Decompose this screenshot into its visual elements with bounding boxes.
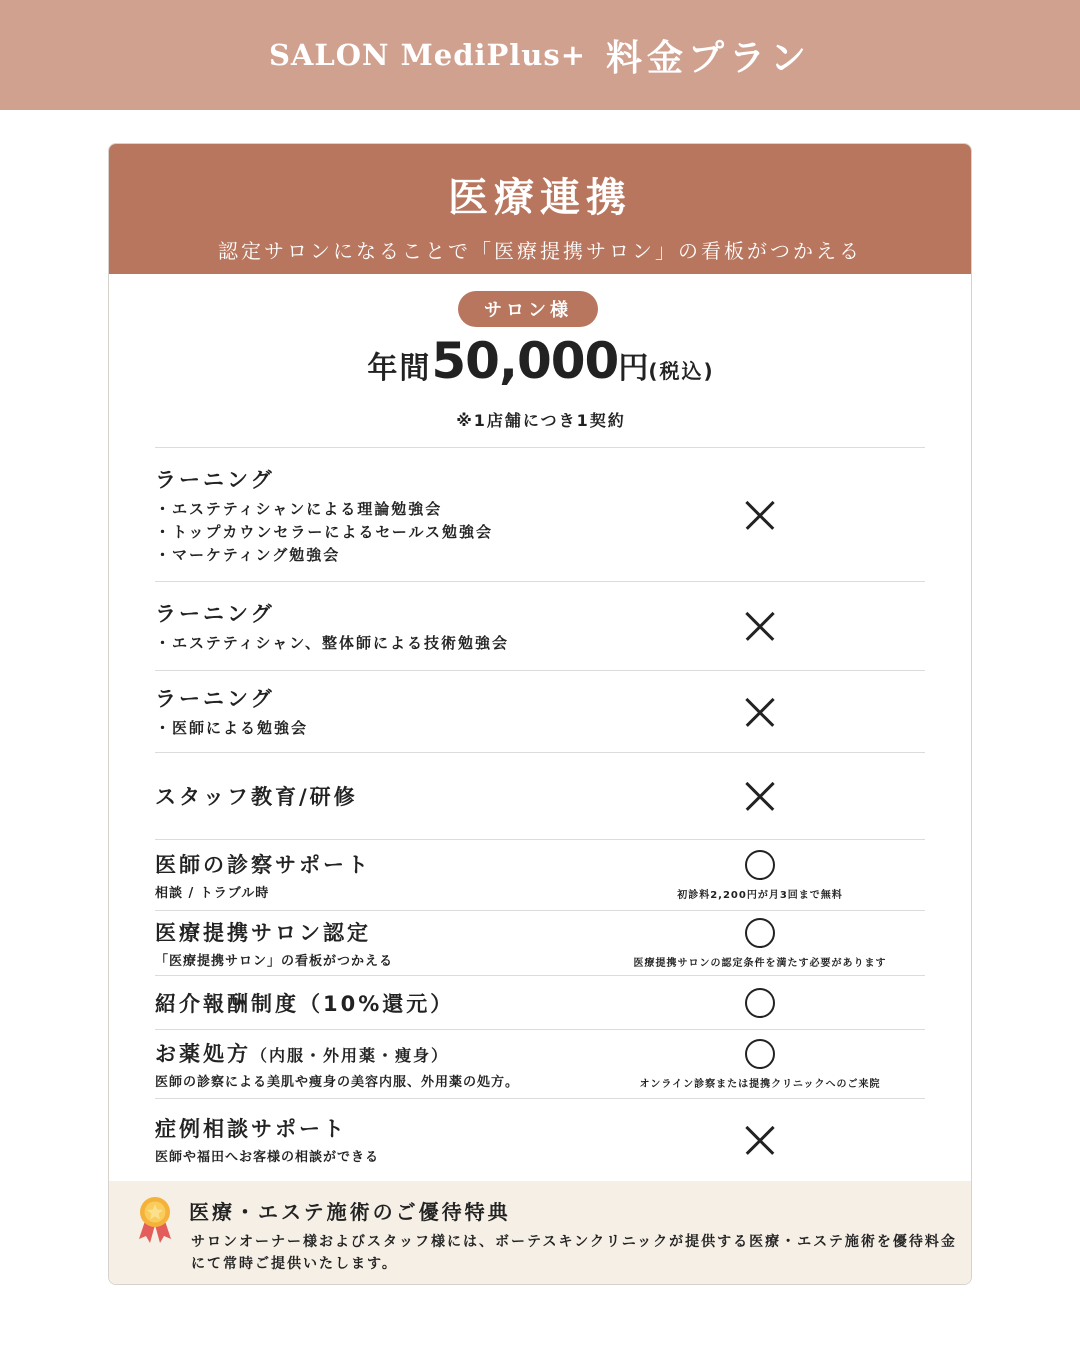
feature-title: ラーニング xyxy=(155,468,275,492)
top-banner xyxy=(0,0,1080,110)
feature-title-main: お薬処方 xyxy=(155,1042,251,1066)
plan-subtitle: 認定サロンになることで「医療提携サロン」の看板がつかえる xyxy=(218,239,862,263)
feature-line: ・トップカウンセラーによるセールス勉強会 xyxy=(155,523,494,541)
circle-icon xyxy=(745,1039,775,1069)
feature-caption: 相談 / トラブル時 xyxy=(155,886,270,901)
perk-body: サロンオーナー様およびスタッフ様には、ボーテスキンクリニックが提供する医療・エステ施術を優待料金にて常時ご提供いたします。 xyxy=(191,1234,957,1272)
feature-caption: 「医療提携サロン」の看板がつかえる xyxy=(155,954,394,969)
price-prefix: 年間 xyxy=(367,351,432,386)
plan-title: 医療連携 xyxy=(448,175,632,221)
feature-title: 紹介報酬制度（10%還元） xyxy=(155,991,455,1016)
perk-box xyxy=(109,1181,972,1285)
cross-icon xyxy=(744,696,776,728)
feature-row xyxy=(155,752,925,839)
feature-row xyxy=(155,1029,925,1098)
feature-remark: 医療提携サロンの認定条件を満たす必要があります xyxy=(633,957,887,969)
circle-icon xyxy=(745,988,775,1018)
price-unit: 円 xyxy=(618,351,649,386)
price-amount: 50,000 xyxy=(431,332,619,390)
feature-title xyxy=(155,1038,519,1068)
feature-caption: 医師や福田へお客様の相談ができる xyxy=(155,1150,380,1165)
feature-row xyxy=(155,1098,925,1180)
cross-icon xyxy=(744,610,776,642)
feature-line: ・マーケティング勉強会 xyxy=(155,546,341,564)
feature-row xyxy=(155,581,925,670)
cross-icon xyxy=(744,499,776,531)
price-tax: (税込) xyxy=(648,359,715,383)
feature-title: ラーニング xyxy=(155,601,275,626)
cross-icon xyxy=(744,1124,776,1156)
feature-title: 症例相談サポート xyxy=(155,1117,347,1141)
feature-row xyxy=(155,910,925,975)
feature-remark: オンライン診察または提携クリニックへのご来院 xyxy=(639,1078,881,1090)
feature-title: ラーニング xyxy=(155,687,275,711)
brand-name: SALON MediPlus+ xyxy=(268,38,587,72)
page-title: 料金プラン xyxy=(606,37,812,79)
cross-icon xyxy=(744,780,776,812)
contract-note: ※1店舗につき1契約 xyxy=(456,411,626,430)
salon-badge: サロン様 xyxy=(458,291,598,327)
feature-remark: 初診料2,200円が月3回まで無料 xyxy=(677,889,843,901)
feature-line: ・エステティシャンによる理論勉強会 xyxy=(155,500,443,518)
feature-line: ・医師による勉強会 xyxy=(155,719,309,737)
feature-row xyxy=(155,447,925,581)
feature-title: スタッフ教育/研修 xyxy=(155,785,358,809)
feature-title-note: （内服・外用薬・痩身） xyxy=(251,1046,450,1065)
feature-row xyxy=(155,839,925,910)
feature-line: ・エステティシャン、整体師による技術勉強会 xyxy=(155,633,510,652)
medal-icon xyxy=(137,1195,173,1245)
feature-title: 医療提携サロン認定 xyxy=(155,921,371,945)
feature-row xyxy=(155,670,925,752)
plan-header xyxy=(109,144,971,274)
plan-card xyxy=(108,143,972,1285)
feature-row xyxy=(155,975,925,1029)
feature-table xyxy=(155,447,925,1180)
price xyxy=(109,332,972,390)
circle-icon xyxy=(745,918,775,948)
circle-icon xyxy=(745,850,775,880)
feature-caption: 医師の診察による美肌や痩身の美容内服、外用薬の処方。 xyxy=(155,1075,520,1090)
feature-title: 医師の診察サポート xyxy=(155,853,371,877)
perk-title: 医療・エステ施術のご優待特典 xyxy=(189,1200,511,1224)
